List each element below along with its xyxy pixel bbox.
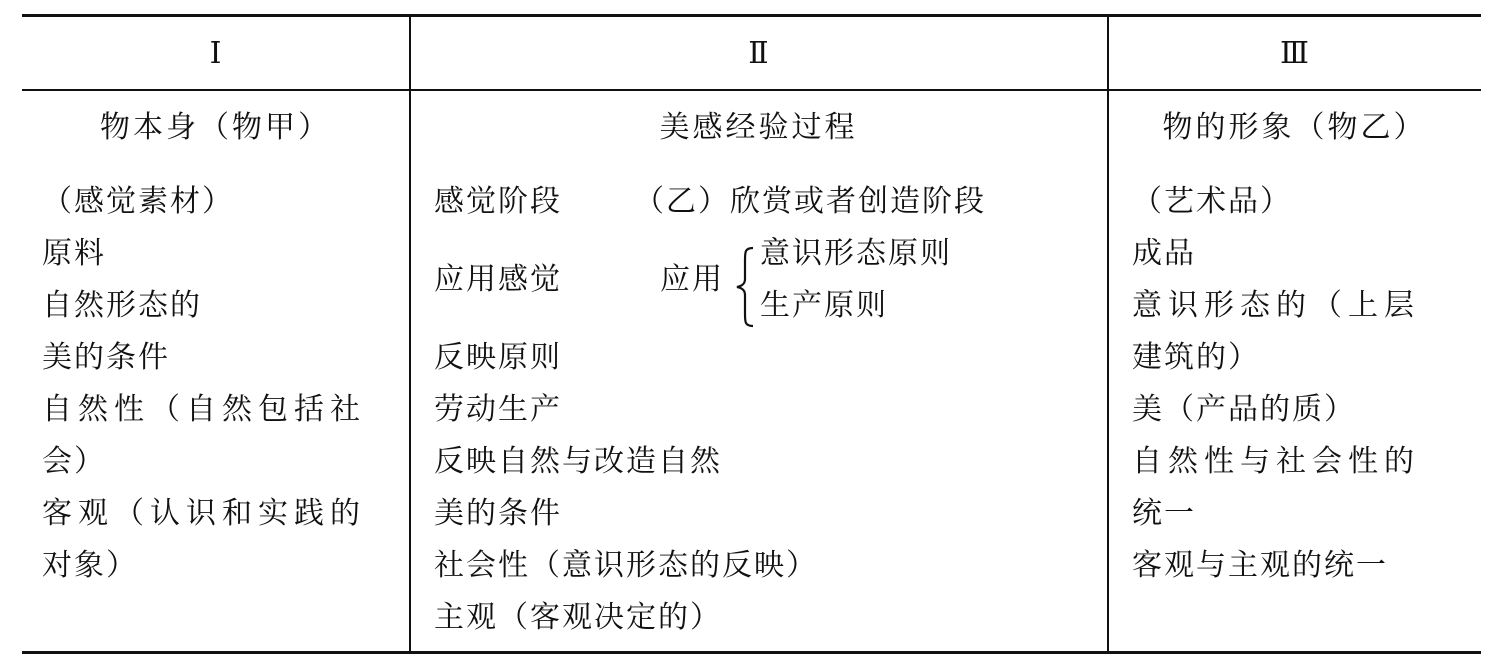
column-3-title: 物的形象（物乙） [1162,110,1427,145]
apply-label: 应用 [660,262,724,297]
stage-b-label: （乙）欣赏或者创造阶段 [634,184,986,219]
column-2-line: 主观（客观决定的） [434,600,722,635]
column-1-title: 物本身（物甲） [100,110,331,145]
column-1-line: 自然性（自然包括社 [42,392,366,427]
table-bottom-rule [22,651,1481,654]
column-1-line: 自然形态的 [42,288,202,323]
column-2-line: 反映自然与改造自然 [434,444,722,479]
column-3-line: 自然性与社会性的 [1132,444,1420,479]
column-3-line: 建筑的） [1132,340,1260,375]
column-1-line: 客观（认识和实践的 [42,496,366,531]
column-2-line: 美的条件 [434,496,562,531]
column-2-title: 美感经验过程 [659,110,858,145]
apply-item: 生产原则 [760,288,888,323]
column-3-line: （艺术品） [1132,184,1292,219]
column-2-line: 社会性（意识形态的反映） [434,548,818,583]
table-top-rule [22,14,1481,17]
column-3-line: 成品 [1132,236,1196,271]
apply-sense-label: 应用感觉 [434,262,562,297]
column-3-numeral: Ⅲ [1280,36,1309,71]
column-1-line: （感觉素材） [42,184,234,219]
column-1-line: 会） [42,444,106,479]
comparison-table [22,14,1481,654]
apply-item: 意识形态原则 [760,236,952,271]
column-1-line: 美的条件 [42,340,170,375]
column-2-line: 反映原则 [434,340,562,375]
column-1-line: 原料 [42,236,106,271]
column-2-numeral: Ⅱ [748,36,769,71]
stage-a-label: 感觉阶段 [434,184,562,219]
column-3-line: 客观与主观的统一 [1132,548,1388,583]
column-3-line: 意识形态的（上层 [1132,288,1420,323]
column-2-line: 劳动生产 [434,392,562,427]
column-3-line: 统一 [1132,496,1196,531]
column-1-numeral: Ⅰ [209,36,222,71]
column-1-line: 对象） [42,548,138,583]
curly-brace-icon [734,246,756,328]
header-rule [22,89,1481,91]
column-3-line: 美（产品的质） [1132,392,1356,427]
